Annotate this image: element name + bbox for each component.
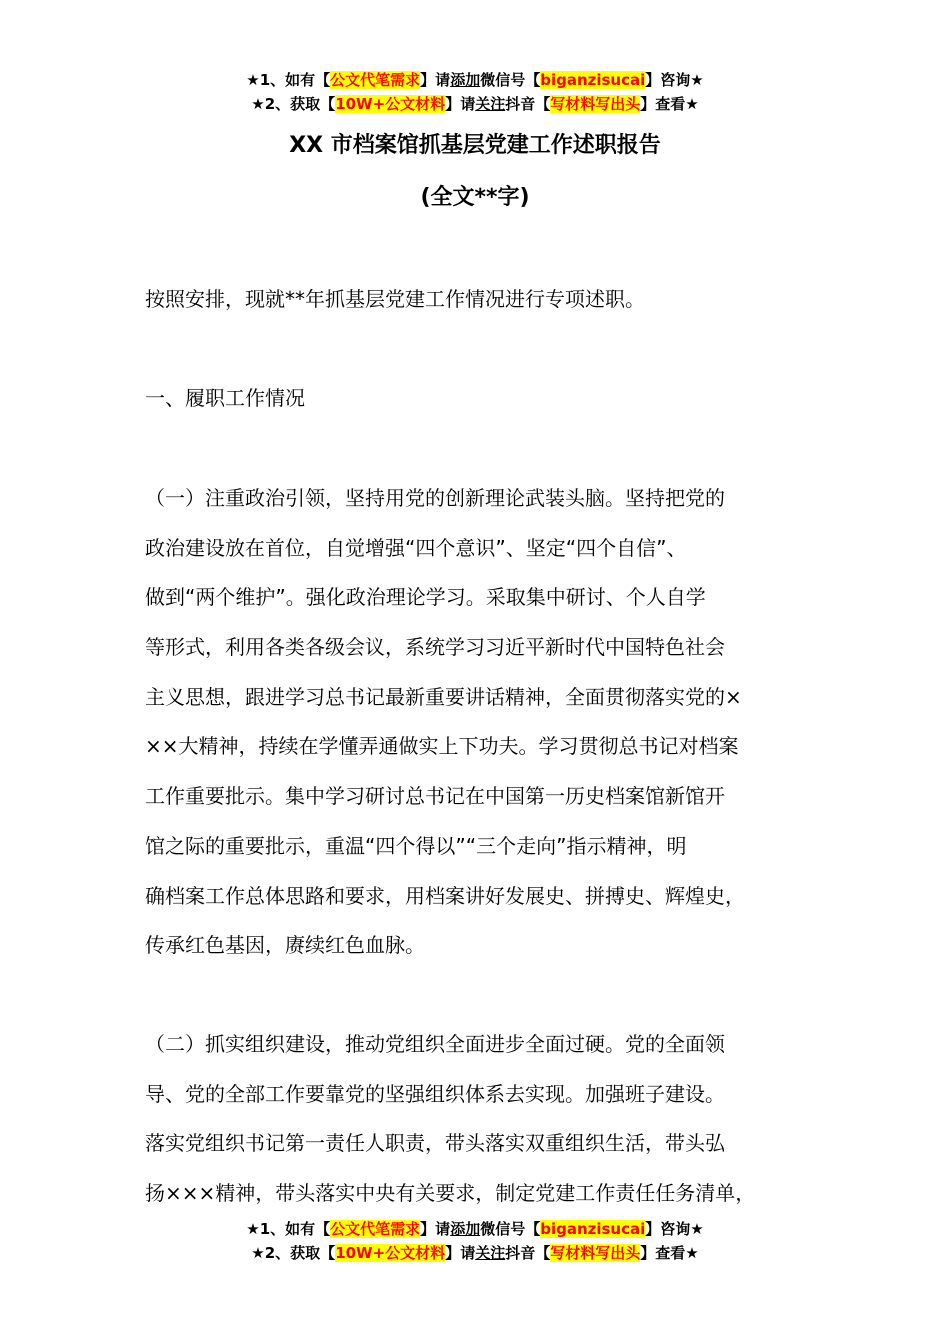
paragraph-line: ××大精神，持续在学懂弄通做实上下功夫。学习贯彻总书记对档案 <box>145 734 739 758</box>
promo-text: 】查看★ <box>640 1244 699 1262</box>
promo-text: 】请 <box>420 71 451 89</box>
promo-highlight: 写材料写出头 <box>550 95 641 113</box>
promo-text: ★2、获取【 <box>251 1244 336 1262</box>
document-subtitle: (全文**字) <box>420 185 530 210</box>
promo-line-1 <box>0 68 950 92</box>
paragraph-line: 扬×××精神，带头落实中央有关要求，制定党建工作责任任务清单， <box>145 1181 756 1205</box>
paragraph-line: 政治建设放在首位，自觉增强“四个意识”、坚定“四个自信”、 <box>145 536 687 560</box>
promo-highlight: 公文代笔需求 <box>330 71 421 89</box>
promo-underline: 添加 <box>450 1220 481 1238</box>
promo-text: 抖音【 <box>505 1244 551 1262</box>
promo-highlight: 写材料写出头 <box>550 1244 641 1262</box>
promo-text: 抖音【 <box>505 95 551 113</box>
promo-text: ★1、如有【 <box>246 71 331 89</box>
promo-text: 】查看★ <box>640 95 699 113</box>
promo-text: ★2、获取【 <box>251 95 336 113</box>
promo-highlight: 10W+公文材料 <box>335 1244 446 1262</box>
promo-line-1 <box>0 1217 950 1241</box>
promo-text: 】咨询★ <box>645 1220 704 1238</box>
paragraph-line: 传承红色基因，赓续红色血脉。 <box>145 933 425 957</box>
paragraph-line: 确档案工作总体思路和要求，用档案讲好发展史、拼搏史、辉煌史， <box>145 884 745 908</box>
promo-banner-bottom <box>0 1217 950 1265</box>
promo-line-2 <box>0 92 950 116</box>
paragraph-line: 落实党组织书记第一责任人职责，带头落实双重组织生活，带头弘 <box>145 1131 725 1155</box>
paragraph-line: 等形式，利用各类各级会议，系统学习习近平新时代中国特色社会 <box>145 635 725 659</box>
paragraph-line: 导、党的全部工作要靠党的坚强组织体系去实现。加强班子建设。 <box>145 1082 725 1106</box>
promo-highlight: 公文代笔需求 <box>330 1220 421 1238</box>
paragraph-line: 做到“两个维护”。强化政治理论学习。采取集中研讨、个人自学 <box>145 585 706 609</box>
paragraph-line: 工作重要批示。集中学习研讨总书记在中国第一历史档案馆新馆开 <box>145 784 725 808</box>
promo-highlight: biganzisucai <box>540 1220 646 1238</box>
paragraph-line: （二）抓实组织建设，推动党组织全面进步全面过硬。党的全面领 <box>145 1032 725 1056</box>
section-heading: 一、履职工作情况 <box>145 386 305 410</box>
promo-line-2 <box>0 1241 950 1265</box>
promo-text: 】咨询★ <box>645 71 704 89</box>
paragraph-line: 主义思想，跟进学习总书记最新重要讲话精神，全面贯彻落实党的× <box>145 685 742 709</box>
promo-highlight: biganzisucai <box>540 71 646 89</box>
promo-banner-top <box>0 68 950 116</box>
intro-paragraph: 按照安排，现就**年抓基层党建工作情况进行专项述职。 <box>145 287 645 311</box>
paragraph-line: （一）注重政治引领，坚持用党的创新理论武装头脑。坚持把党的 <box>145 486 725 510</box>
promo-text: 】请 <box>445 95 476 113</box>
document-title: XX 市档案馆抓基层党建工作述职报告 <box>289 133 661 158</box>
promo-underline: 添加 <box>450 71 481 89</box>
promo-text: 】请 <box>420 1220 451 1238</box>
promo-underline: 关注 <box>475 95 506 113</box>
paragraph-line: 馆之际的重要批示，重温“四个得以”“三个走向”指示精神，明 <box>145 834 687 858</box>
promo-underline: 关注 <box>475 1244 506 1262</box>
promo-text: ★1、如有【 <box>246 1220 331 1238</box>
promo-text: 微信号【 <box>480 1220 541 1238</box>
promo-text: 微信号【 <box>480 71 541 89</box>
promo-highlight: 10W+公文材料 <box>335 95 446 113</box>
promo-text: 】请 <box>445 1244 476 1262</box>
